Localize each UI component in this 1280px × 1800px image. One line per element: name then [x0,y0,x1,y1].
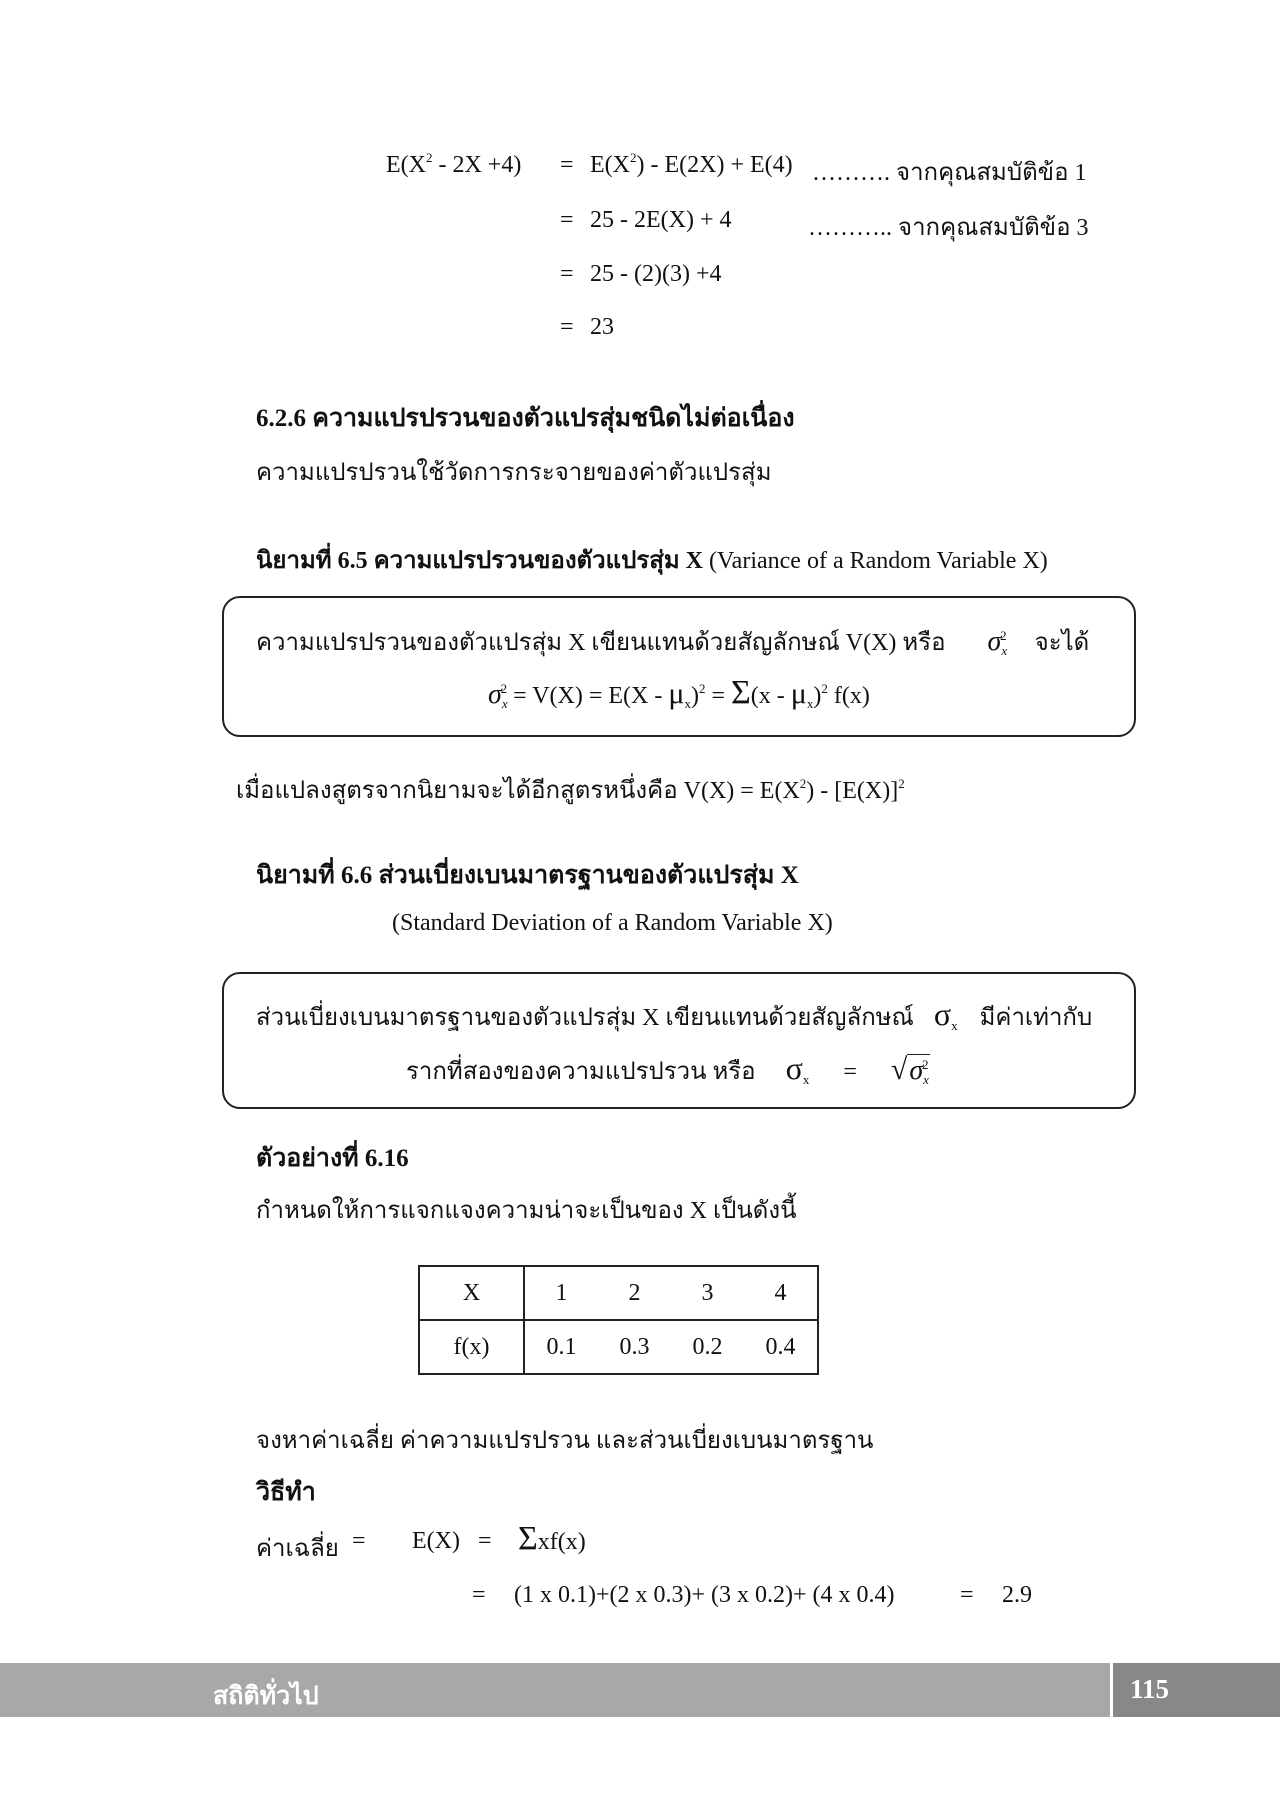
def66-box-line-1: ส่วนเบี่ยงเบนมาตรฐานของตัวแปรสุ่ม X เขียนแทนด้วยสัญลักษณ์ $\sigma_x$ มีค่าเท่ากับ [256,996,1093,1033]
example-intro: กำหนดให้การแจกแจงความน่าจะเป็นของ X เป็นดังนี้ [256,1198,797,1224]
mean-label: ค่าเฉลี่ย [256,1536,339,1562]
table-row [419,1320,818,1374]
derivation-line-1: $E(X^2) - E(2X) + E(4)$ [590,150,793,178]
table-cell: 3 [671,1266,744,1320]
def66-box-line-2: รากที่สองของความแปรปรวน หรือ $\sigma_x = √\sigma_x^2$ [406,1050,929,1087]
example-title: ตัวอย่างที่ 6.16 [256,1145,409,1172]
def66-subtitle: (Standard Deviation of a Random Variable X) [392,910,833,936]
calc-eq-2: = [960,1582,974,1608]
table-cell: f(x) [419,1320,524,1374]
derivation-note-2: ……….. จากคุณสมบัติข้อ 3 [808,215,1089,241]
def65-formula: $\sigma_x^2 = V(X) = E(X - \mu_x)^2 = \Sigma(x - \mu_x)^2$ f(x) [488,674,870,711]
page-number: 115 [1130,1674,1170,1704]
section-heading: 6.2.6 ความแปรปรวนของตัวแปรสุ่มชนิดไม่ต่อเนื่อง [256,405,795,432]
mean-eq-1: = [352,1528,366,1554]
table-cell: X [419,1266,524,1320]
def65-title: นิยามที่ 6.5 ความแปรปรวนของตัวแปรสุ่ม X (Variance of a Random Variable X) [256,548,1048,574]
calc-expr: (1 x 0.1)+(2 x 0.3)+ (3 x 0.2)+ (4 x 0.4) [514,1582,895,1608]
mean-result: 2.9 [1002,1582,1032,1608]
table-cell: 4 [744,1266,818,1320]
derivation-eq-1: = [560,152,574,178]
mean-expr: E(X) [412,1528,460,1554]
square-root: $√\sigma_x^2$ [890,1053,929,1087]
table-row [419,1266,818,1320]
alt-formula: เมื่อแปลงสูตรจากนิยามจะได้อีกสูตรหนึ่งคือ $V(X) = E(X^2) - [E(X)]^2$ [236,776,905,804]
table-cell: 1 [524,1266,598,1320]
derivation-line-4: 23 [590,314,614,340]
def66-title: นิยามที่ 6.6 ส่วนเบี่ยงเบนมาตรฐานของตัวแปรสุ่ม X [256,862,799,889]
def65-box-line-1: ความแปรปรวนของตัวแปรสุ่ม X เขียนแทนด้วยสัญลักษณ์ V(X) หรือ $\sigma_x^2$ จะได้ [256,626,1090,658]
table-cell: 2 [598,1266,671,1320]
section-intro: ความแปรปรวนใช้วัดการกระจายของค่าตัวแปรสุ่ม [256,460,772,486]
def65-box [222,596,1136,737]
derivation-line-3: 25 - (2)(3) +4 [590,261,722,287]
table-cell: 0.4 [765,1333,796,1360]
derivation-eq-2: = [560,207,574,233]
derivation-eq-3: = [560,261,574,287]
footer-bar [0,1663,1110,1717]
derivation-note-1: ………. จากคุณสมบัติข้อ 1 [812,160,1087,186]
table-cell: 0.2 [692,1333,723,1360]
mean-sum: Σxf(x) [518,1520,586,1557]
derivation-lhs: $E(X^2 - 2X +4)$ [386,150,522,178]
table-cell: 0.1 [546,1333,577,1360]
table-cell: 0.3 [619,1333,650,1360]
sigma-symbol: σ [987,626,1002,657]
calc-eq: = [472,1582,486,1608]
footer-title: สถิติทั่วไป [213,1682,319,1710]
derivation-eq-4: = [560,314,574,340]
distribution-table [418,1265,819,1375]
example-question: จงหาค่าเฉลี่ย ค่าความแปรปรวน และส่วนเบี่ยงเบนมาตรฐาน [256,1428,874,1454]
derivation-line-2: 25 - 2E(X) + 4 [590,207,732,233]
method-label: วิธีทำ [256,1479,316,1506]
mean-eq-2: = [478,1528,492,1554]
